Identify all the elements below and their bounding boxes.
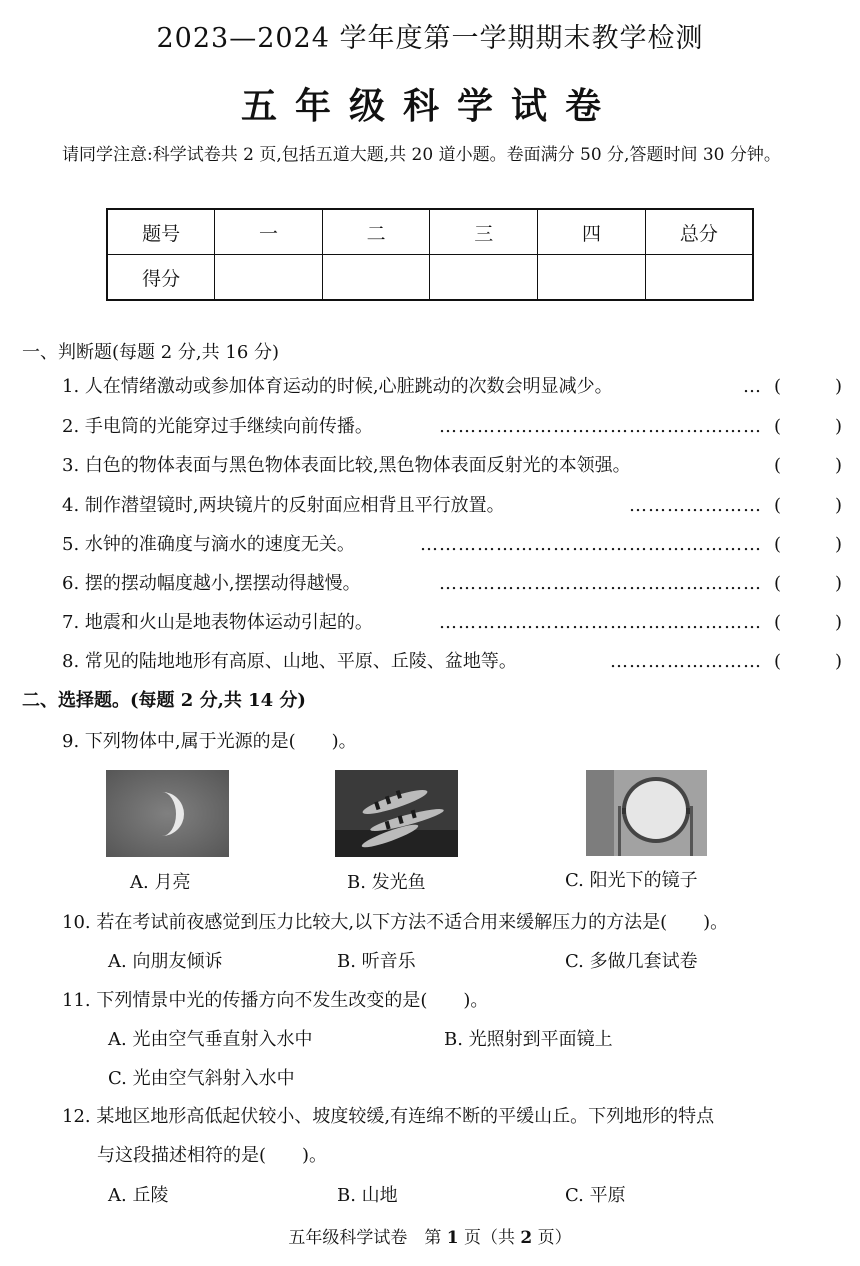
answer-paren-open: ( <box>774 573 782 594</box>
answer-paren-open: ( <box>774 612 782 633</box>
tf-question-text: 3. 白色的物体表面与黑色物体表面比较,黑色物体表面反射光的本领强。 <box>62 455 631 476</box>
q12-option-b[interactable]: B. 山地 <box>337 1185 398 1206</box>
exam-title: 五年级科学试卷 <box>240 85 619 127</box>
tf-question-text: 7. 地震和火山是地表物体运动引起的。 <box>62 612 373 633</box>
score-cell: 得分 <box>107 255 215 301</box>
mirror-photo <box>586 770 707 856</box>
score-cell: 题号 <box>107 209 215 255</box>
answer-paren-open: ( <box>774 455 782 476</box>
tf-question-6 <box>62 569 842 599</box>
footer-suffix: 页） <box>537 1228 572 1248</box>
score-cell: 总分 <box>645 209 753 255</box>
score-cell: 三 <box>430 209 538 255</box>
tf-question-3 <box>62 451 842 481</box>
q12-option-a[interactable]: A. 丘陵 <box>108 1185 169 1206</box>
tf-leader-dots: …………………… <box>610 651 762 672</box>
footer-total-pages: 2 <box>520 1228 533 1248</box>
q9-option-b[interactable]: B. 发光鱼 <box>347 872 426 893</box>
tf-question-2 <box>62 412 842 442</box>
footer-page-number: 1 <box>446 1228 459 1248</box>
tf-question-text: 4. 制作潜望镜时,两块镜片的反射面应相背且平行放置。 <box>62 495 505 516</box>
q10-option-c[interactable]: C. 多做几套试卷 <box>565 951 698 972</box>
q11-option-c[interactable]: C. 光由空气斜射入水中 <box>108 1068 295 1089</box>
score-cell: 二 <box>322 209 430 255</box>
question-9-stem: 9. 下列物体中,属于光源的是( )。 <box>62 731 357 752</box>
section-1-heading: 一、判断题(每题 2 分,共 16 分) <box>22 342 280 363</box>
score-entry-cell[interactable] <box>645 255 753 301</box>
score-cell: 四 <box>538 209 646 255</box>
answer-paren-close: ) <box>834 376 842 397</box>
score-entry-cell[interactable] <box>430 255 538 301</box>
question-12-stem: 12. 某地区地形高低起伏较小、坡度较缓,有连绵不断的平缓山丘。下列地形的特点 <box>62 1106 715 1127</box>
question-10-stem: 10. 若在考试前夜感觉到压力比较大,以下方法不适合用来缓解压力的方法是( )。 <box>62 912 729 933</box>
tf-question-1 <box>62 372 842 402</box>
answer-paren-close: ) <box>834 416 842 437</box>
page-footer <box>0 1223 860 1248</box>
tf-question-text: 8. 常见的陆地地形有高原、山地、平原、丘陵、盆地等。 <box>62 651 517 672</box>
tf-question-text: 5. 水钟的准确度与滴水的速度无关。 <box>62 534 355 555</box>
q11-option-b[interactable]: B. 光照射到平面镜上 <box>444 1029 613 1050</box>
score-cell: 一 <box>215 209 323 255</box>
q9-option-c[interactable]: C. 阳光下的镜子 <box>565 870 698 891</box>
moon-photo <box>106 770 229 857</box>
question-12-stem-continued: 与这段描述相符的是( )。 <box>97 1145 328 1166</box>
tf-leader-dots: …………………………………………… <box>439 573 762 594</box>
tf-leader-dots: … <box>743 376 762 397</box>
answer-paren-close: ) <box>834 534 842 555</box>
question-11-stem: 11. 下列情景中光的传播方向不发生改变的是( )。 <box>62 990 489 1011</box>
answer-paren-open: ( <box>774 534 782 555</box>
answer-paren-open: ( <box>774 495 782 516</box>
answer-paren-open: ( <box>774 416 782 437</box>
tf-question-text: 6. 摆的摆动幅度越小,摆摆动得越慢。 <box>62 573 361 594</box>
tf-question-text: 2. 手电筒的光能穿过手继续向前传播。 <box>62 416 373 437</box>
footer-mid: 页（共 <box>464 1228 515 1248</box>
exam-header: 2023—2024 学年度第一学期期末教学检测 <box>156 23 704 54</box>
section-2-heading: 二、选择题。(每题 2 分,共 14 分) <box>22 690 306 711</box>
tf-leader-dots: ……………………………………………… <box>420 534 762 555</box>
q10-option-b[interactable]: B. 听音乐 <box>337 951 416 972</box>
answer-paren-open: ( <box>774 376 782 397</box>
score-table <box>106 208 754 301</box>
tf-question-text: 1. 人在情绪激动或参加体育运动的时候,心脏跳动的次数会明显减少。 <box>62 376 613 397</box>
score-entry-cell[interactable] <box>538 255 646 301</box>
q11-option-a[interactable]: A. 光由空气垂直射入水中 <box>108 1029 313 1050</box>
answer-paren-close: ) <box>834 612 842 633</box>
score-table-score-row <box>107 255 753 301</box>
q9-option-a[interactable]: A. 月亮 <box>130 872 191 893</box>
footer-prefix: 五年级科学试卷 第 <box>288 1228 442 1248</box>
tf-question-7 <box>62 608 842 638</box>
tf-leader-dots: …………………………………………… <box>439 612 762 633</box>
answer-paren-close: ) <box>834 651 842 672</box>
glowing-fish-photo <box>335 770 458 857</box>
answer-paren-close: ) <box>834 495 842 516</box>
tf-leader-dots: ………………… <box>629 495 762 516</box>
score-entry-cell[interactable] <box>322 255 430 301</box>
tf-question-5 <box>62 530 842 560</box>
answer-paren-close: ) <box>834 573 842 594</box>
score-table-header-row <box>107 209 753 255</box>
tf-question-4 <box>62 491 842 521</box>
q10-option-a[interactable]: A. 向朋友倾诉 <box>108 951 223 972</box>
answer-paren-open: ( <box>774 651 782 672</box>
tf-leader-dots: …………………………………………… <box>439 416 762 437</box>
exam-notice: 请同学注意:科学试卷共 2 页,包括五道大题,共 20 道小题。卷面满分 50 分,答题时间 30 分钟。 <box>62 145 781 165</box>
tf-question-8 <box>62 647 842 677</box>
score-entry-cell[interactable] <box>215 255 323 301</box>
q12-option-c[interactable]: C. 平原 <box>565 1185 626 1206</box>
answer-paren-close: ) <box>834 455 842 476</box>
